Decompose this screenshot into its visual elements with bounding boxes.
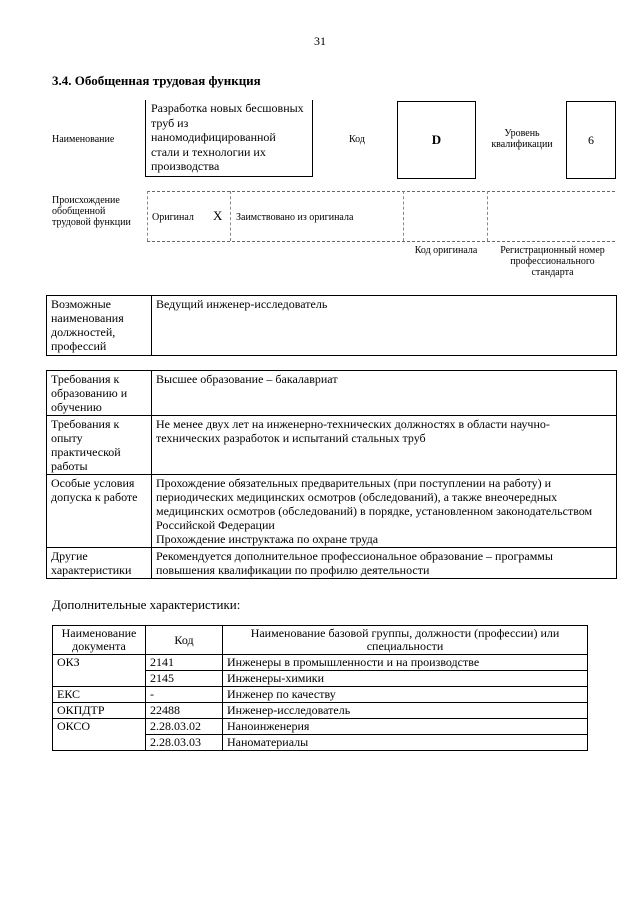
education-label: Требования к образованию и обучению (47, 371, 152, 416)
positions-value: Ведущий инженер-исследователь (152, 296, 617, 356)
reg-number-hint: Регистрационный номер профессионального стандарта (500, 245, 605, 278)
other-label: Другие характеристики (47, 548, 152, 579)
conditions-label: Особые условия допуска к работе (47, 475, 152, 548)
function-name-box: Разработка новых бесшовных труб из наномодифицированной стали и технологии их производства (145, 100, 313, 177)
table-cell: 2141 (146, 655, 223, 671)
original-mark: X (213, 208, 223, 223)
table-cell: ОКПДТР (53, 703, 146, 719)
table-cell: Наноинженерия (223, 719, 588, 735)
table-cell: Инженер по качеству (223, 687, 588, 703)
requirements-table (46, 370, 617, 579)
origin-divider (147, 191, 148, 241)
table-cell: 2.28.03.02 (146, 719, 223, 735)
table-row (53, 703, 588, 719)
name-label: Наименование (52, 134, 115, 145)
level-box (566, 101, 616, 179)
table-cell: 2.28.03.03 (146, 735, 223, 751)
table-cell: ОКЗ (53, 655, 146, 687)
other-value: Рекомендуется дополнительное профессиональное образование – программы повышения квалификации по профилю деятельности (152, 548, 617, 579)
table-row (53, 687, 588, 703)
education-value: Высшее образование – бакалавриат (152, 371, 617, 416)
table-cell: 22488 (146, 703, 223, 719)
code-label: Код (349, 134, 365, 145)
origin-divider (403, 191, 404, 241)
original-label: Оригинал (152, 212, 194, 223)
table-cell: Наноматериалы (223, 735, 588, 751)
conditions-value (152, 475, 617, 548)
positions-table (46, 295, 617, 356)
codes-header-name: Наименование базовой группы, должности (профессии) или специальности (223, 626, 588, 655)
table-cell: Инженер-исследователь (223, 703, 588, 719)
table-row (53, 655, 588, 671)
page-number: 31 (314, 34, 326, 48)
code-box (397, 101, 476, 179)
codes-header-code: Код (146, 626, 223, 655)
level-label: Уровень квалификации (491, 128, 553, 150)
conditions-text-2: Прохождение инструктажа по охране труда (156, 532, 379, 546)
codes-table (52, 625, 588, 751)
table-row (53, 719, 588, 735)
code-original-hint: Код оригинала (414, 245, 478, 256)
table-cell: ЕКС (53, 687, 146, 703)
section-title: 3.4. Обобщенная трудовая функция (52, 73, 261, 88)
table-cell: Инженеры в промышленности и на производстве (223, 655, 588, 671)
positions-label: Возможные наименования должностей, профессий (47, 296, 152, 356)
origin-top-line (147, 191, 615, 192)
origin-bottom-line (147, 241, 615, 242)
table-cell: Инженеры-химики (223, 671, 588, 687)
codes-header-doc: Наименование документа (53, 626, 146, 655)
origin-label: Происхождение обобщенной трудовой функции (52, 195, 131, 228)
origin-divider (487, 191, 488, 241)
table-cell: 2145 (146, 671, 223, 687)
origin-divider (230, 191, 231, 241)
table-cell: - (146, 687, 223, 703)
level-value: 6 (588, 133, 594, 147)
table-cell: ОКСО (53, 719, 146, 751)
experience-label: Требования к опыту практической работы (47, 416, 152, 475)
experience-value: Не менее двух лет на инженерно-технических должностях в области научно-технических разработок и испытаний стальных труб (152, 416, 617, 475)
additional-title: Дополнительные характеристики: (52, 597, 241, 612)
borrowed-label: Заимствовано из оригинала (236, 212, 354, 223)
code-value: D (431, 132, 442, 147)
conditions-text: Прохождение обязательных предварительных (при поступлении на работу) и периодических медицинских осмотров (обследований), а также внеочередных медицинских осмотров (обследований) в порядке, установленном законодательством Российской Федерации (156, 476, 593, 532)
